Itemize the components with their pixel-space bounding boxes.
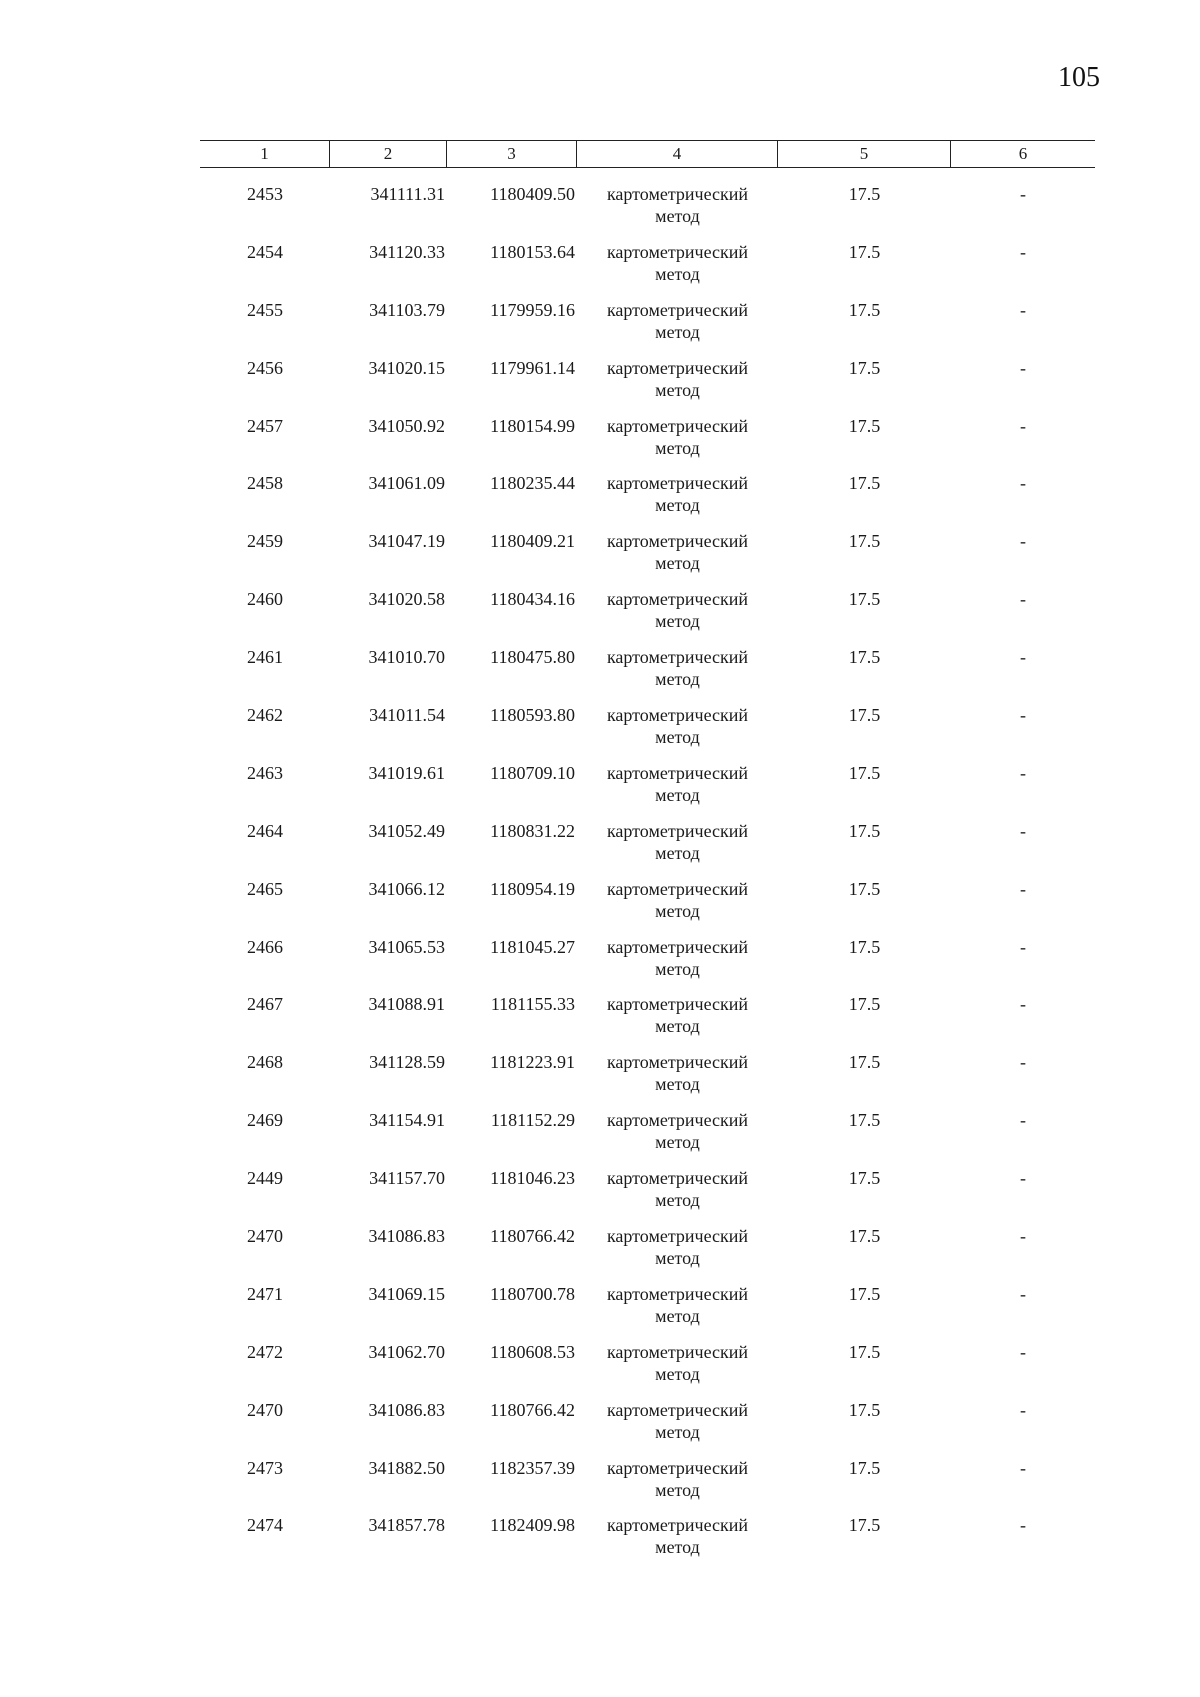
table-row xyxy=(200,1283,1095,1341)
method-cell xyxy=(577,704,778,762)
coordinate-x-cell: 341111.31 xyxy=(370,184,445,204)
method-line: метод xyxy=(655,437,700,458)
column-header-1: 1 xyxy=(200,141,330,167)
accuracy-cell: 17.5 xyxy=(848,994,881,1015)
accuracy-cell: 17.5 xyxy=(848,936,881,957)
method-line: метод xyxy=(655,1363,700,1384)
coordinate-y-cell: 1180409.21 xyxy=(490,531,575,552)
accuracy-cell: 17.5 xyxy=(848,1226,881,1247)
column-header-3: 3 xyxy=(447,141,577,167)
accuracy-cell: 17.5 xyxy=(848,762,881,783)
method-line: метод xyxy=(655,1537,700,1558)
method-line: картометрический xyxy=(606,820,749,841)
method-line: картометрический xyxy=(606,415,749,436)
table-row xyxy=(200,299,1095,357)
coordinate-y-cell: 1180409.50 xyxy=(490,184,575,204)
point-number-cell: 2468 xyxy=(247,1052,283,1073)
coordinate-x-cell: 341120.33 xyxy=(369,241,445,262)
coordinate-y-cell: 1181046.23 xyxy=(490,1168,575,1189)
method-cell xyxy=(577,878,778,936)
point-number-cell: 2463 xyxy=(247,762,283,783)
note-cell: - xyxy=(1020,1110,1026,1131)
method-cell xyxy=(577,1399,778,1457)
method-cell xyxy=(577,936,778,994)
accuracy-cell: 17.5 xyxy=(848,647,881,668)
method-line: картометрический xyxy=(606,357,749,378)
method-line: метод xyxy=(655,669,700,690)
coordinate-x-cell: 341052.49 xyxy=(368,820,445,841)
table-row xyxy=(200,646,1095,704)
point-number-cell: 2470 xyxy=(247,1226,283,1247)
coordinate-x-cell: 341882.50 xyxy=(368,1457,445,1478)
point-number-cell: 2461 xyxy=(247,647,283,668)
accuracy-cell: 17.5 xyxy=(848,1052,881,1073)
coordinate-x-cell: 341066.12 xyxy=(368,878,445,899)
column-header-6: 6 xyxy=(1018,144,1028,163)
table-row xyxy=(200,241,1095,299)
method-line: метод xyxy=(655,1190,700,1211)
note-cell: - xyxy=(1020,473,1026,494)
coordinate-x-cell: 341065.53 xyxy=(368,936,445,957)
coordinate-y-cell: 1179959.16 xyxy=(490,299,575,320)
method-line: картометрический xyxy=(606,589,749,610)
note-cell: - xyxy=(1020,1226,1026,1247)
coordinate-x-cell: 341062.70 xyxy=(368,1341,445,1362)
coordinate-y-cell: 1180235.44 xyxy=(490,473,575,494)
table-header xyxy=(200,140,1095,168)
coordinate-y-cell: 1180709.10 xyxy=(490,762,575,783)
method-line: картометрический xyxy=(606,1052,749,1073)
point-number-cell: 2472 xyxy=(247,1341,283,1362)
coordinate-y-cell: 1181223.91 xyxy=(490,1052,575,1073)
method-line: метод xyxy=(655,1248,700,1269)
coordinate-y-cell: 1180434.16 xyxy=(490,589,575,610)
method-cell xyxy=(577,415,778,473)
table-row xyxy=(200,357,1095,415)
table-row xyxy=(200,1109,1095,1167)
coordinate-y-cell: 1181152.29 xyxy=(490,1110,575,1131)
method-line: метод xyxy=(655,1421,700,1442)
method-line: картометрический xyxy=(606,531,749,552)
point-number-cell: 2462 xyxy=(247,705,283,726)
point-number-cell: 2467 xyxy=(247,994,283,1015)
method-cell xyxy=(577,530,778,588)
method-cell xyxy=(577,646,778,704)
method-line: картометрический xyxy=(606,241,749,262)
table-row xyxy=(200,820,1095,878)
coordinate-x-cell: 341020.15 xyxy=(368,357,445,378)
coordinate-x-cell: 341061.09 xyxy=(368,473,445,494)
coordinate-x-cell: 341011.54 xyxy=(369,705,445,726)
note-cell: - xyxy=(1020,299,1026,320)
table-row xyxy=(200,1341,1095,1399)
table-row xyxy=(200,1514,1095,1572)
accuracy-cell: 17.5 xyxy=(848,415,881,436)
method-line: картометрический xyxy=(606,994,749,1015)
accuracy-cell: 17.5 xyxy=(848,1341,881,1362)
point-number-cell: 2465 xyxy=(247,878,283,899)
point-number-cell: 2470 xyxy=(247,1399,283,1420)
method-line: картометрический xyxy=(606,299,749,320)
point-number-cell: 2460 xyxy=(247,589,283,610)
coordinate-y-cell: 1182357.39 xyxy=(490,1457,575,1478)
note-cell: - xyxy=(1020,647,1026,668)
accuracy-cell: 17.5 xyxy=(848,1110,881,1131)
table-row xyxy=(200,183,1095,241)
page-number: 105 xyxy=(1058,62,1100,93)
accuracy-cell: 17.5 xyxy=(848,1457,881,1478)
accuracy-cell: 17.5 xyxy=(848,1283,881,1304)
column-header-2: 2 xyxy=(330,141,447,167)
method-line: картометрический xyxy=(606,1168,749,1189)
coordinate-y-cell: 1181045.27 xyxy=(490,936,575,957)
method-line: метод xyxy=(655,1132,700,1153)
note-cell: - xyxy=(1020,531,1026,552)
accuracy-cell: 17.5 xyxy=(848,705,881,726)
note-cell: - xyxy=(1020,1399,1026,1420)
note-cell: - xyxy=(1020,357,1026,378)
table-row xyxy=(200,762,1095,820)
accuracy-cell: 17.5 xyxy=(848,878,881,899)
table-row xyxy=(200,415,1095,473)
coordinate-y-cell: 1180608.53 xyxy=(490,1341,575,1362)
table-row xyxy=(200,472,1095,530)
method-line: метод xyxy=(655,1016,700,1037)
method-line: картометрический xyxy=(606,1283,749,1304)
coordinate-x-cell: 341103.79 xyxy=(369,299,445,320)
method-line: картометрический xyxy=(606,936,749,957)
note-cell: - xyxy=(1020,415,1026,436)
note-cell: - xyxy=(1020,1283,1026,1304)
method-line: метод xyxy=(655,727,700,748)
method-line: картометрический xyxy=(606,647,749,668)
method-line: метод xyxy=(655,1479,700,1500)
method-cell xyxy=(577,1225,778,1283)
note-cell: - xyxy=(1020,1168,1026,1189)
method-cell xyxy=(577,993,778,1051)
note-cell: - xyxy=(1020,936,1026,957)
note-cell: - xyxy=(1020,589,1026,610)
method-cell xyxy=(577,1283,778,1341)
method-line: картометрический xyxy=(606,184,749,204)
method-cell xyxy=(577,183,778,241)
note-cell: - xyxy=(1020,762,1026,783)
method-line: метод xyxy=(655,611,700,632)
method-cell xyxy=(577,1457,778,1515)
accuracy-cell: 17.5 xyxy=(848,589,881,610)
coordinate-x-cell: 341088.91 xyxy=(368,994,445,1015)
accuracy-cell: 17.5 xyxy=(848,820,881,841)
accuracy-cell: 17.5 xyxy=(848,531,881,552)
note-cell: - xyxy=(1020,994,1026,1015)
accuracy-cell: 17.5 xyxy=(848,184,881,204)
table-row xyxy=(200,993,1095,1051)
method-cell xyxy=(577,357,778,415)
point-number-cell: 2455 xyxy=(247,299,283,320)
table-body xyxy=(200,183,1095,1572)
accuracy-cell: 17.5 xyxy=(848,1168,881,1189)
coordinate-y-cell: 1180154.99 xyxy=(490,415,575,436)
method-line: метод xyxy=(655,842,700,863)
coordinate-x-cell: 341157.70 xyxy=(369,1168,445,1189)
method-cell xyxy=(577,820,778,878)
method-line: картометрический xyxy=(606,1515,749,1536)
coordinate-x-cell: 341857.78 xyxy=(368,1515,445,1536)
method-line: картометрический xyxy=(606,878,749,899)
coordinate-x-cell: 341086.83 xyxy=(368,1226,445,1247)
table-row xyxy=(200,588,1095,646)
accuracy-cell: 17.5 xyxy=(848,1515,881,1536)
method-cell xyxy=(577,588,778,646)
method-line: метод xyxy=(655,379,700,400)
coordinate-y-cell: 1180831.22 xyxy=(490,820,575,841)
point-number-cell: 2474 xyxy=(247,1515,283,1536)
method-line: картометрический xyxy=(606,1457,749,1478)
method-line: картометрический xyxy=(606,1341,749,1362)
method-line: картометрический xyxy=(606,1226,749,1247)
point-number-cell: 2464 xyxy=(247,820,283,841)
point-number-cell: 2459 xyxy=(247,531,283,552)
coordinate-x-cell: 341020.58 xyxy=(368,589,445,610)
coordinate-y-cell: 1180153.64 xyxy=(490,241,575,262)
accuracy-cell: 17.5 xyxy=(848,473,881,494)
point-number-cell: 2454 xyxy=(247,241,283,262)
method-line: картометрический xyxy=(606,473,749,494)
accuracy-cell: 17.5 xyxy=(848,299,881,320)
table-row xyxy=(200,1457,1095,1515)
table-row xyxy=(200,878,1095,936)
coordinate-x-cell: 341047.19 xyxy=(368,531,445,552)
accuracy-cell: 17.5 xyxy=(848,1399,881,1420)
coordinate-y-cell: 1180766.42 xyxy=(490,1226,575,1247)
coordinate-y-cell: 1182409.98 xyxy=(490,1515,575,1536)
method-cell xyxy=(577,1514,778,1572)
note-cell: - xyxy=(1020,1457,1026,1478)
method-line: картометрический xyxy=(606,1399,749,1420)
method-line: картометрический xyxy=(606,705,749,726)
method-line: метод xyxy=(655,206,700,226)
table-row xyxy=(200,530,1095,588)
coordinate-x-cell: 341128.59 xyxy=(369,1052,445,1073)
coordinate-y-cell: 1180475.80 xyxy=(490,647,575,668)
point-number-cell: 2473 xyxy=(247,1457,283,1478)
coordinate-y-cell: 1180954.19 xyxy=(490,878,575,899)
coordinate-y-cell: 1180593.80 xyxy=(490,705,575,726)
coordinate-y-cell: 1179961.14 xyxy=(490,357,575,378)
method-line: картометрический xyxy=(606,762,749,783)
method-cell xyxy=(577,1051,778,1109)
method-line: метод xyxy=(655,784,700,805)
method-cell xyxy=(577,241,778,299)
method-cell xyxy=(577,762,778,820)
note-cell: - xyxy=(1020,820,1026,841)
point-number-cell: 2453 xyxy=(247,184,283,204)
table-row xyxy=(200,1225,1095,1283)
point-number-cell: 2471 xyxy=(247,1283,283,1304)
column-header-4: 4 xyxy=(577,141,778,167)
table-row xyxy=(200,1399,1095,1457)
method-line: картометрический xyxy=(606,1110,749,1131)
coordinate-x-cell: 341019.61 xyxy=(368,762,445,783)
coordinate-y-cell: 1181155.33 xyxy=(490,994,575,1015)
coordinate-x-cell: 341050.92 xyxy=(368,415,445,436)
point-number-cell: 2449 xyxy=(247,1168,283,1189)
note-cell: - xyxy=(1020,241,1026,262)
table-row xyxy=(200,704,1095,762)
method-line: метод xyxy=(655,553,700,574)
accuracy-cell: 17.5 xyxy=(848,241,881,262)
coordinate-x-cell: 341069.15 xyxy=(368,1283,445,1304)
method-cell xyxy=(577,472,778,530)
method-line: метод xyxy=(655,1305,700,1326)
point-number-cell: 2457 xyxy=(247,415,283,436)
table-row xyxy=(200,1167,1095,1225)
method-line: метод xyxy=(655,321,700,342)
accuracy-cell: 17.5 xyxy=(848,357,881,378)
point-number-cell: 2466 xyxy=(247,936,283,957)
coordinate-x-cell: 341086.83 xyxy=(368,1399,445,1420)
method-cell xyxy=(577,1167,778,1225)
coordinate-x-cell: 341154.91 xyxy=(369,1110,445,1131)
note-cell: - xyxy=(1020,1341,1026,1362)
method-cell xyxy=(577,299,778,357)
point-number-cell: 2469 xyxy=(247,1110,283,1131)
coordinate-y-cell: 1180700.78 xyxy=(490,1283,575,1304)
coordinate-x-cell: 341010.70 xyxy=(368,647,445,668)
point-number-cell: 2458 xyxy=(247,473,283,494)
method-cell xyxy=(577,1341,778,1399)
coordinate-y-cell: 1180766.42 xyxy=(490,1399,575,1420)
column-header-5: 5 xyxy=(778,141,951,167)
note-cell: - xyxy=(1020,184,1026,204)
note-cell: - xyxy=(1020,878,1026,899)
method-line: метод xyxy=(655,1074,700,1095)
method-line: метод xyxy=(655,900,700,921)
note-cell: - xyxy=(1020,705,1026,726)
point-number-cell: 2456 xyxy=(247,357,283,378)
table-row xyxy=(200,1051,1095,1109)
method-line: метод xyxy=(655,263,700,284)
method-line: метод xyxy=(655,958,700,979)
method-line: метод xyxy=(655,495,700,516)
note-cell: - xyxy=(1020,1515,1026,1536)
note-cell: - xyxy=(1020,1052,1026,1073)
table-row xyxy=(200,936,1095,994)
method-cell xyxy=(577,1109,778,1167)
